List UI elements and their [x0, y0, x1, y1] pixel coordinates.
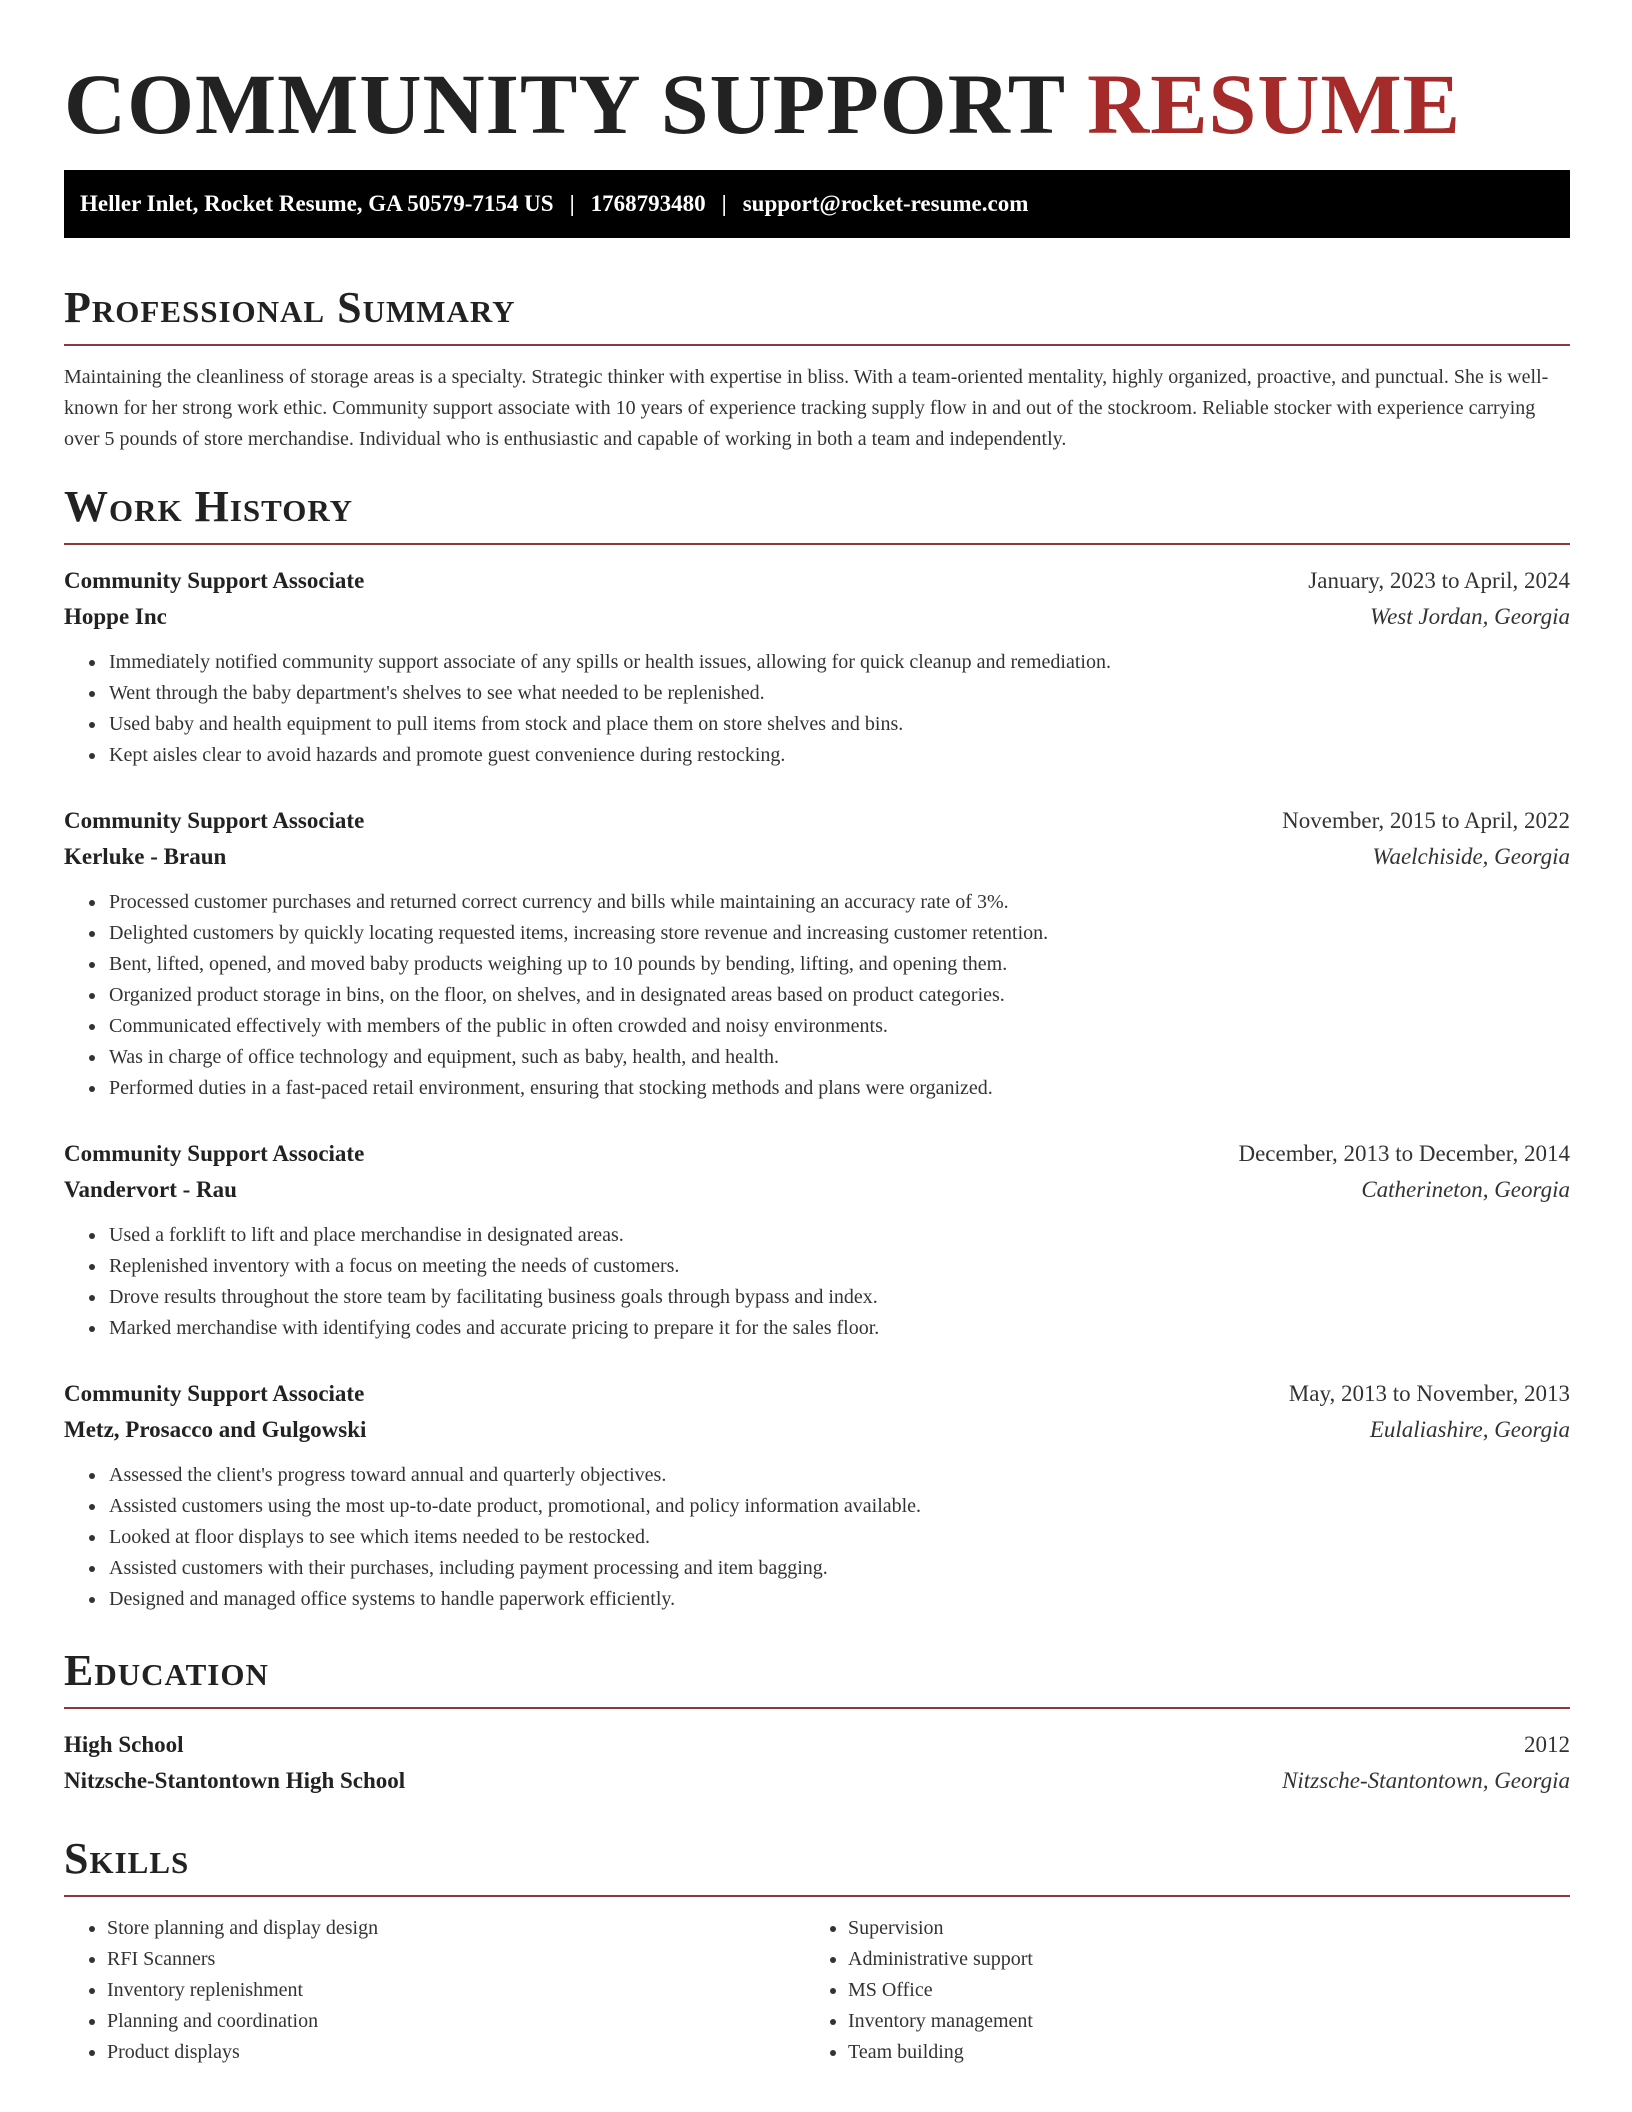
- skill-item: • Administrative support: [848, 1944, 1546, 1975]
- skills-grid: [64, 1913, 1570, 2068]
- education-heading: Education: [64, 1645, 1570, 1709]
- skill-item: • Supervision: [848, 1913, 1546, 1944]
- title-main: COMMUNITY SUPPORT: [64, 56, 1065, 152]
- job-dates: May, 2013 to November, 2013: [1288, 1381, 1570, 1406]
- job-bullets: [64, 1220, 1570, 1344]
- job-company: Kerluke - Braun: [64, 844, 227, 869]
- skill-item: • Planning and coordination: [107, 2006, 805, 2037]
- job-bullet: • Looked at floor displays to see which items needed to be restocked.: [107, 1522, 1570, 1553]
- education-year: 2012: [1524, 1732, 1570, 1757]
- job-bullet: • Used a forklift to lift and place merchandise in designated areas.: [107, 1220, 1570, 1251]
- job-entry: [64, 563, 1570, 771]
- job-bullet: • Assisted customers using the most up-to-date product, promotional, and policy information available.: [107, 1491, 1570, 1522]
- job-dates: January, 2023 to April, 2024: [1308, 568, 1570, 593]
- job-company: Vandervort - Rau: [64, 1177, 237, 1202]
- work-history-heading: Work History: [64, 481, 1570, 545]
- job-company: Hoppe Inc: [64, 604, 167, 629]
- job-bullet: • Organized product storage in bins, on the floor, on shelves, and in designated areas based on product categories.: [107, 980, 1570, 1011]
- job-entry: [64, 1376, 1570, 1615]
- job-company: Metz, Prosacco and Gulgowski: [64, 1417, 367, 1442]
- job-bullet: • Kept aisles clear to avoid hazards and promote guest convenience during restocking.: [107, 740, 1570, 771]
- contact-separator: |: [569, 191, 575, 216]
- job-bullet: • Assessed the client's progress toward annual and quarterly objectives.: [107, 1460, 1570, 1491]
- skill-item: • Store planning and display design: [107, 1913, 805, 1944]
- job-bullet: • Marked merchandise with identifying codes and accurate pricing to prepare it for the sales floor.: [107, 1313, 1570, 1344]
- resume-title: [64, 58, 1570, 150]
- contact-address: Heller Inlet, Rocket Resume, GA 50579-7154 US: [80, 191, 554, 216]
- job-title-row: [64, 563, 1570, 599]
- summary-text: Maintaining the cleanliness of storage areas is a specialty. Strategic thinker with expertise in bliss. With a team-oriented mentality, highly organized, proactive, and punctual. She is well-known for her strong work ethic. Community support associate with 10 years of experience tracking supply flow in and out of the stockroom. Reliable stocker with experience carrying over 5 pounds of store merchandise. Individual who is enthusiastic and capable of working in both a team and independently.: [64, 366, 1549, 450]
- job-title-row: [64, 1376, 1570, 1412]
- job-entry: [64, 803, 1570, 1104]
- skill-item: • MS Office: [848, 1975, 1546, 2006]
- job-bullet: • Designed and managed office systems to handle paperwork efficiently.: [107, 1584, 1570, 1615]
- job-dates: December, 2013 to December, 2014: [1238, 1141, 1570, 1166]
- skill-item: • Inventory management: [848, 2006, 1546, 2037]
- education-degree: High School: [64, 1732, 184, 1757]
- job-bullet: • Assisted customers with their purchases, including payment processing and item bagging.: [107, 1553, 1570, 1584]
- title-accent: RESUME: [1087, 56, 1462, 152]
- job-bullet: • Drove results throughout the store team by facilitating business goals through bypass and index.: [107, 1282, 1570, 1313]
- education-school: Nitzsche-Stantontown High School: [64, 1768, 406, 1793]
- job-title-row: [64, 1136, 1570, 1172]
- job-company-row: [64, 839, 1570, 875]
- job-company-row: [64, 599, 1570, 635]
- job-bullet: • Processed customer purchases and returned correct currency and bills while maintaining an accuracy rate of 3%.: [107, 887, 1570, 918]
- job-location: Waelchiside, Georgia: [1372, 844, 1570, 869]
- resume-page: [64, 0, 1570, 2068]
- skill-item: • Product displays: [107, 2037, 805, 2068]
- job-title: Community Support Associate: [64, 568, 365, 593]
- job-company-row: [64, 1412, 1570, 1448]
- job-title: Community Support Associate: [64, 1141, 365, 1166]
- skills-heading: Skills: [64, 1833, 1570, 1897]
- job-entry: [64, 1136, 1570, 1344]
- job-bullet: • Went through the baby department's shelves to see what needed to be replenished.: [107, 678, 1570, 709]
- summary-heading: Professional Summary: [64, 282, 1570, 346]
- job-location: West Jordan, Georgia: [1370, 604, 1570, 629]
- job-bullet: • Bent, lifted, opened, and moved baby products weighing up to 10 pounds by bending, lifting, and opening them.: [107, 949, 1570, 980]
- job-bullets: [64, 887, 1570, 1104]
- education-degree-row: [64, 1727, 1570, 1763]
- education-location: Nitzsche-Stantontown, Georgia: [1282, 1768, 1570, 1793]
- contact-separator: |: [721, 191, 727, 216]
- job-bullet: • Replenished inventory with a focus on meeting the needs of customers.: [107, 1251, 1570, 1282]
- job-bullet: • Immediately notified community support associate of any spills or health issues, allowing for quick cleanup and remediation.: [107, 647, 1570, 678]
- job-bullet: • Delighted customers by quickly locating requested items, increasing store revenue and increasing customer retention.: [107, 918, 1570, 949]
- job-title-row: [64, 803, 1570, 839]
- skills-column-left: [64, 1913, 805, 2068]
- job-title: Community Support Associate: [64, 808, 365, 833]
- job-bullet: • Communicated effectively with members of the public in often crowded and noisy environments.: [107, 1011, 1570, 1042]
- job-bullet: • Used baby and health equipment to pull items from stock and place them on store shelves and bins.: [107, 709, 1570, 740]
- skills-column-right: [805, 1913, 1546, 2068]
- job-bullets: [64, 1460, 1570, 1615]
- job-location: Eulaliashire, Georgia: [1369, 1417, 1570, 1442]
- contact-email: support@rocket-resume.com: [742, 191, 1029, 216]
- job-dates: November, 2015 to April, 2022: [1282, 808, 1570, 833]
- skill-item: • Team building: [848, 2037, 1546, 2068]
- education-school-row: [64, 1763, 1570, 1799]
- contact-phone: 1768793480: [590, 191, 706, 216]
- contact-bar: [64, 170, 1570, 238]
- job-bullet: • Was in charge of office technology and equipment, such as baby, health, and health.: [107, 1042, 1570, 1073]
- skill-item: • RFI Scanners: [107, 1944, 805, 1975]
- job-bullet: • Performed duties in a fast-paced retail environment, ensuring that stocking methods and plans were organized.: [107, 1073, 1570, 1104]
- job-company-row: [64, 1172, 1570, 1208]
- education-entry: [64, 1727, 1570, 1799]
- job-location: Catherineton, Georgia: [1361, 1177, 1570, 1202]
- job-title: Community Support Associate: [64, 1381, 365, 1406]
- job-bullets: [64, 647, 1570, 771]
- skill-item: • Inventory replenishment: [107, 1975, 805, 2006]
